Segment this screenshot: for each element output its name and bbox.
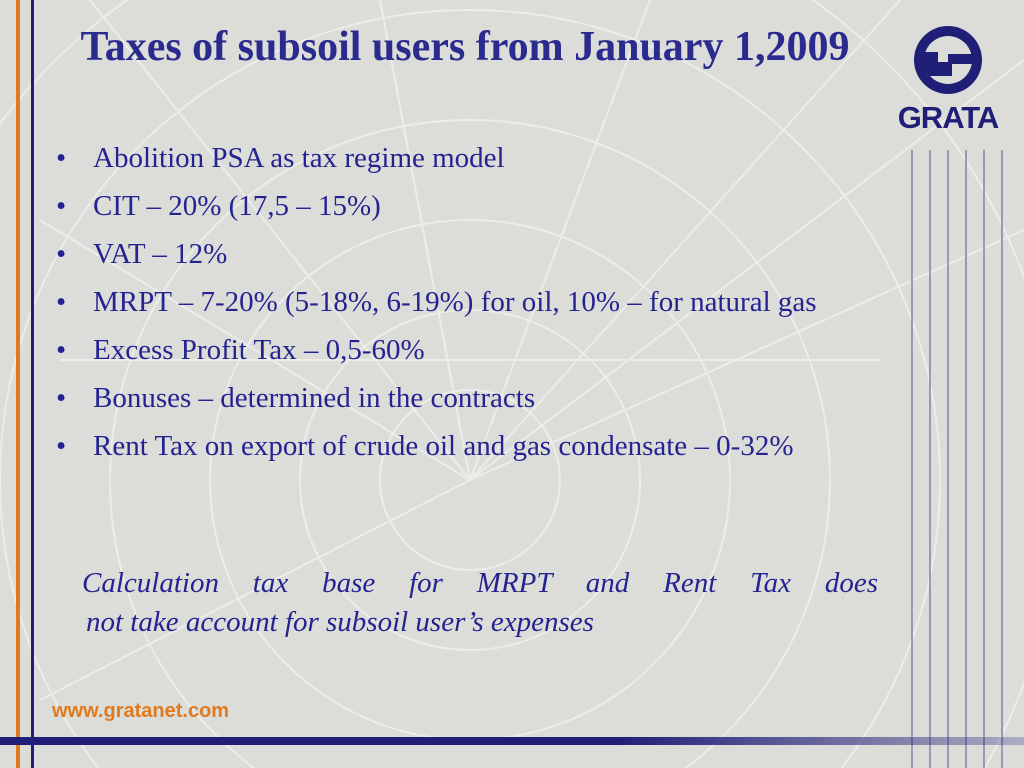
slide-title: Taxes of subsoil users from January 1,2009 [80,24,850,70]
bullet-dot-icon: • [56,286,67,318]
note-line-2: not take account for subsoil user’s expenses [86,606,594,638]
bullet-item: • Abolition PSA as tax regime model [56,140,856,177]
italic-note [82,564,878,642]
website-link[interactable]: www.gratanet.com [52,700,230,722]
bullet-dot-icon: • [56,382,67,414]
bullet-dot-icon: • [56,334,67,366]
bottom-bar [0,737,1024,745]
grata-logo [892,22,1004,135]
bullet-dot-icon: • [56,190,67,222]
bullet-item: • Excess Profit Tax – 0,5-60% [56,332,856,369]
bullet-list [56,140,856,476]
left-navy-rule [31,0,34,768]
bullet-item: • Bonuses – determined in the contracts [56,380,856,417]
bullet-dot-icon: • [56,430,67,462]
bullet-dot-icon: • [56,238,67,270]
logo-text: GRATA [897,100,999,135]
bullet-item: • VAT – 12% [56,236,856,273]
bullet-item: • MRPT – 7-20% (5-18%, 6-19%) for oil, 10% – for natural gas [56,284,856,321]
bullet-item: • CIT – 20% (17,5 – 15%) [56,188,856,225]
note-line-1: Calculation tax base for MRPT and Rent Tax does [82,567,878,599]
bullet-item: • Rent Tax on export of crude oil and gas condensate – 0-32% [56,428,856,465]
left-orange-rule [16,0,20,768]
bullet-dot-icon: • [56,142,67,174]
grata-g-logo-icon [892,22,1004,102]
